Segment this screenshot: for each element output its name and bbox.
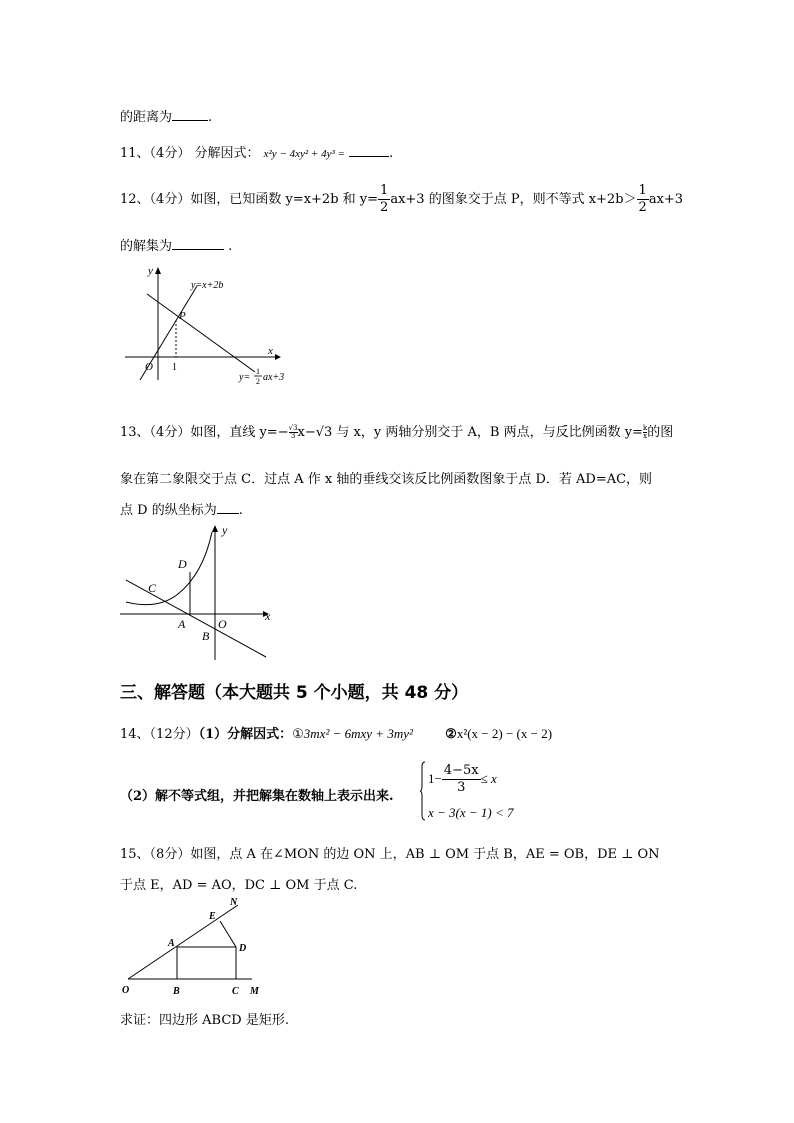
point-p-label: P bbox=[179, 310, 186, 322]
question-15: 15、（8分）如图，点 A 在∠MON 的边 ON 上，AB ⊥ OM 于点 B，AE = OB，DE ⊥ ON bbox=[120, 847, 660, 862]
item-1-mark: ① bbox=[292, 727, 304, 742]
point-d-label: D bbox=[178, 557, 187, 571]
fraction: $\frac{√3}{3}$ bbox=[288, 424, 298, 440]
line2-label-frac-d: 2 bbox=[256, 377, 260, 386]
question-15-line2: 于点 E，AD = AO，DC ⊥ OM 于点 C. bbox=[120, 878, 358, 893]
x-axis-label: x bbox=[265, 609, 271, 623]
fraction: $\frac{1}{2}$ bbox=[638, 183, 647, 215]
item-1-expression: 3mx² − 6mxy + 3my² bbox=[303, 726, 413, 741]
x-axis-label: x bbox=[268, 345, 273, 357]
q13-graph-figure bbox=[118, 522, 278, 662]
q15-geometry-figure bbox=[120, 893, 280, 1003]
origin-label: O bbox=[145, 361, 153, 373]
point-a-label: A bbox=[168, 938, 175, 949]
x-axis-arrow bbox=[275, 354, 281, 360]
line2-label-suffix: ax+3 bbox=[263, 372, 285, 383]
ray-on bbox=[128, 905, 238, 979]
point-b-label: B bbox=[173, 986, 180, 997]
question-13: 13、（4分）如图，直线 y=− $\frac{√3}{3}x-√3$ 与 x，y 两轴分别交于 A，B 两点，与反比例函数 y= $\frac{k}{x}$的图 bbox=[120, 424, 674, 440]
y-axis-arrow bbox=[155, 267, 161, 274]
question-number: 11、（4分） bbox=[120, 146, 191, 161]
point-c-label: C bbox=[148, 581, 157, 595]
question-number: 13、（4分） bbox=[120, 425, 191, 440]
item-2-mark: ② bbox=[445, 727, 457, 742]
section-3-heading: 三、解答题（本大题共 5 个小题，共 48 分） bbox=[120, 683, 469, 703]
question-number: 15、（8分） bbox=[120, 847, 191, 862]
point-e-label: E bbox=[209, 911, 216, 922]
point-o-label: O bbox=[122, 985, 130, 996]
fraction: $\frac{k}{x}$ bbox=[642, 424, 648, 440]
point-m-label: M bbox=[250, 986, 259, 997]
point-d-label: D bbox=[239, 943, 247, 954]
y-axis-arrow bbox=[212, 525, 218, 532]
inequality-row-2: x − 3(x − 1) < 7 bbox=[428, 805, 514, 820]
point-a-label: A bbox=[178, 617, 186, 631]
question-12-line2: 的解集为 . bbox=[120, 239, 233, 254]
fraction: $\frac{4-5x}{3}$ bbox=[443, 763, 479, 795]
point-n-label: N bbox=[230, 897, 238, 908]
question-12: 12、（4分）如图，已知函数 y=x+2b 和 y= $\frac{1}{2}$ ax+3 的图象交于点 P，则不等式 x+2b＞ $\frac{1}{2}$ ax+3 bbox=[120, 183, 684, 215]
line1-label: y=x+2b bbox=[191, 280, 224, 291]
line2-label-prefix: y= bbox=[239, 372, 251, 383]
straight-line bbox=[126, 580, 266, 657]
question-number: 14、（12分） bbox=[120, 727, 199, 742]
item-2-expression: x²(x − 2) − (x − 2) bbox=[456, 726, 553, 741]
tick-label-1: 1 bbox=[172, 362, 177, 373]
answer-blank bbox=[217, 513, 239, 514]
segment-de bbox=[220, 921, 236, 947]
brace-icon bbox=[420, 761, 426, 821]
fraction: $\frac{1}{2}$ bbox=[380, 183, 389, 215]
y-axis-label: y bbox=[222, 523, 228, 537]
point-o-label: O bbox=[218, 617, 227, 631]
question-14: 14、（12分）（1）分解因式：①3mx² − 6mxy + 3my² ②x²(x − 2) − (x − 2) bbox=[120, 726, 553, 742]
answer-blank bbox=[172, 249, 224, 250]
inequality-row-1: 1− $\frac{4-5x}{3}$ ≤ x bbox=[428, 763, 497, 795]
question-11: 11、（4分） 分解因式： x²y − 4xy² + 4y³ = . bbox=[120, 146, 394, 161]
point-c-label: C bbox=[232, 986, 239, 997]
answer-blank bbox=[349, 156, 389, 157]
line2-label-frac-n: 1 bbox=[256, 367, 260, 376]
y-axis-label: y bbox=[148, 265, 153, 277]
q10-tail: 的距离为 . bbox=[120, 110, 213, 125]
answer-blank bbox=[172, 120, 208, 121]
question-13-line3: 点 D 的纵坐标为 . bbox=[120, 503, 243, 518]
line-y-half-ax-3 bbox=[147, 294, 255, 372]
factor-expression: x²y − 4xy² + 4y³ = bbox=[263, 148, 345, 160]
question-13-line2: 象在第二象限交于点 C．过点 A 作 x 轴的垂线交该反比例函数图象于点 D．若 AD=AC，则 bbox=[120, 472, 653, 487]
q12-graph-figure bbox=[115, 262, 315, 392]
question-prompt: 分解因式： bbox=[194, 146, 260, 161]
q15-proof-statement: 求证：四边形 ABCD 是矩形. bbox=[120, 1013, 289, 1028]
question-number: 12、（4分） bbox=[120, 192, 191, 207]
hyperbola-curve bbox=[126, 532, 212, 605]
point-b-label: B bbox=[202, 629, 210, 643]
question-14-part2: （2）解不等式组，并把解集在数轴上表示出来. bbox=[120, 789, 394, 804]
